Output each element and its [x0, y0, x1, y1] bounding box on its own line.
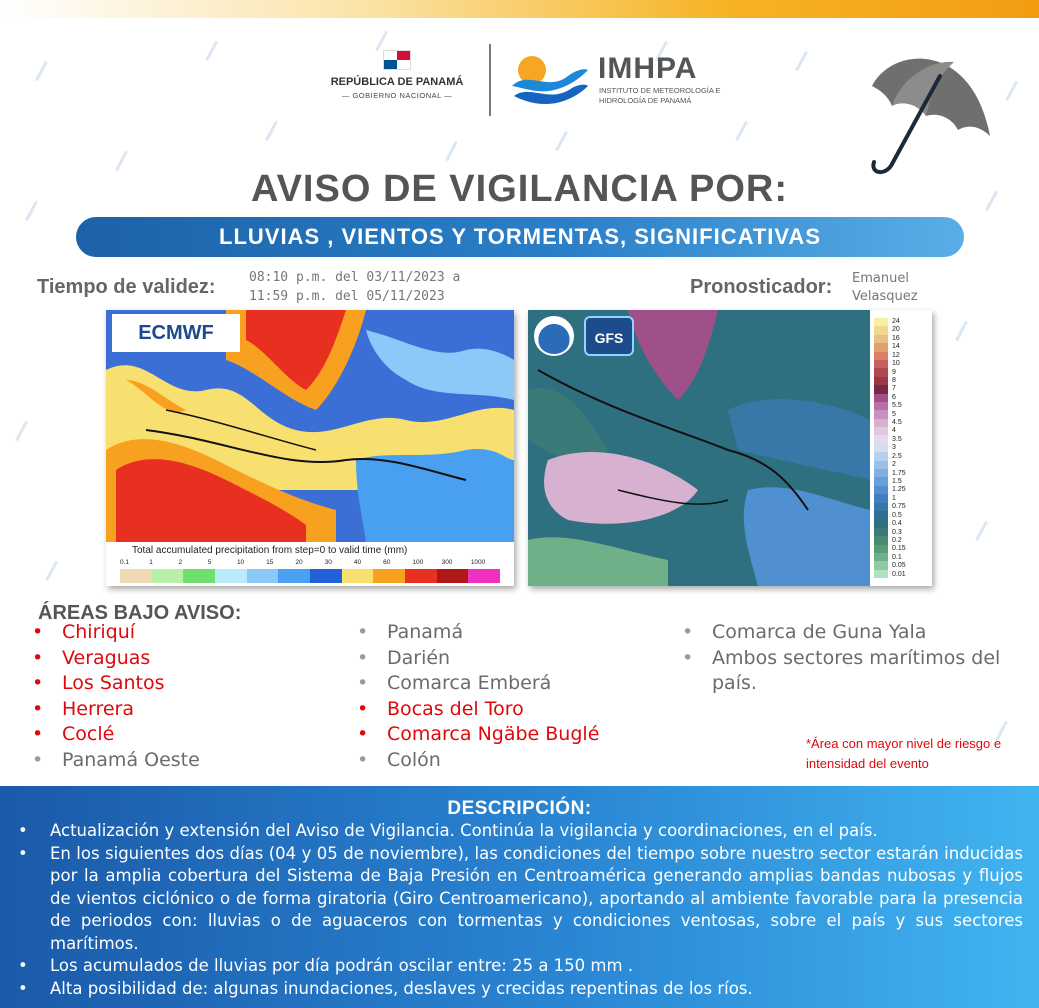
gfs-scale-label: 24 [892, 318, 900, 325]
gfs-color-scale [870, 310, 932, 586]
gfs-scale-swatch [874, 318, 888, 326]
ecmwf-precipitation-map [106, 310, 514, 586]
gfs-scale-swatch [874, 461, 888, 469]
gfs-scale-label: 0.5 [892, 511, 902, 519]
gfs-scale-swatch [874, 435, 888, 443]
gfs-scale-label: 1.75 [892, 469, 906, 477]
gfs-scale-swatch [874, 452, 888, 460]
imhpa-logo-icon [510, 52, 590, 108]
areas-column-3 [682, 620, 1012, 697]
gfs-scale-label: 2 [892, 461, 896, 469]
area-item: • Panamá Oeste [32, 748, 200, 774]
validity-end: 11:59 p.m. del 05/11/2023 [249, 289, 445, 304]
gfs-scale-label: 0.75 [892, 503, 906, 511]
gfs-scale-swatch [874, 377, 888, 385]
umbrella-icon [862, 46, 996, 186]
validity-start: 08:10 p.m. del 03/11/2023 a [249, 270, 461, 285]
area-item: • Darién [357, 646, 599, 672]
gfs-scale-label: 5 [892, 410, 896, 418]
ecmwf-legend-swatch [152, 569, 184, 583]
ecmwf-legend-tick: 60 [383, 559, 391, 566]
government-title: REPÚBLICA DE PANAMÁ [330, 76, 464, 88]
ecmwf-legend-swatch [468, 569, 500, 583]
gfs-scale-swatch [874, 368, 888, 376]
gfs-scale-label: 3 [892, 444, 896, 452]
validity-dates [249, 268, 460, 306]
description-item: • Alta posibilidad de: algunas inundaciones, deslaves y crecidas repentinas de los ríos. [18, 978, 1023, 1001]
gfs-precipitation-map [528, 310, 932, 586]
ecmwf-legend-tick: 10 [236, 559, 245, 566]
gfs-scale-label: 1 [892, 494, 896, 502]
top-accent-bar [0, 0, 1039, 18]
gfs-scale-swatch [874, 326, 888, 334]
gfs-scale-swatch [874, 335, 888, 343]
description-list [18, 820, 1023, 1000]
ecmwf-legend-tick: 20 [295, 559, 303, 566]
ecmwf-legend-colors [120, 569, 500, 583]
gfs-scale-swatch [874, 570, 888, 578]
gfs-scale-label: 3.5 [892, 435, 902, 443]
gfs-scale-label: 0.15 [892, 545, 906, 553]
noaa-logo-icon [534, 316, 574, 356]
gfs-scale-swatch [874, 410, 888, 418]
forecaster-label: Pronosticador: [690, 276, 833, 298]
gfs-scale-label: 0.05 [892, 562, 906, 570]
ecmwf-legend-swatch [310, 569, 342, 583]
area-item: • Comarca de Guna Yala [682, 620, 1012, 646]
gfs-scale-label: 12 [892, 351, 900, 359]
ecmwf-legend-swatch [215, 569, 247, 583]
ecmwf-legend-tick: 40 [353, 559, 362, 566]
gfs-scale-label: 5.5 [892, 402, 902, 410]
area-item: • Veraguas [32, 646, 200, 672]
area-item: • Colón [357, 748, 599, 774]
areas-column-2 [357, 620, 599, 773]
ecmwf-legend-tick: 1000 [470, 559, 486, 566]
gfs-scale-swatch [874, 402, 888, 410]
validity-label: Tiempo de validez: [37, 276, 216, 298]
gfs-scale-swatch [874, 545, 888, 553]
gfs-scale-label: 0.01 [892, 570, 906, 578]
agency-name: IMHPA [598, 52, 698, 85]
gfs-scale-label: 1.5 [892, 478, 902, 486]
gfs-scale-swatch [874, 511, 888, 519]
gfs-scale-label: 16 [892, 334, 900, 342]
area-item: • Comarca Emberá [357, 671, 599, 697]
area-item: • Coclé [32, 722, 200, 748]
gfs-scale-labels [892, 318, 906, 578]
ecmwf-legend-tick: 100 [412, 559, 424, 566]
government-subtitle: — GOBIERNO NACIONAL — [341, 91, 453, 100]
gfs-scale-label: 0.1 [892, 553, 902, 561]
gfs-scale-label: 2.5 [892, 452, 902, 460]
ecmwf-legend-caption: Total accumulated precipitation from step=0 to valid time (mm) [132, 545, 408, 556]
description-item: • Los acumulados de lluvias por día podrán oscilar entre: 25 a 150 mm . [18, 955, 1023, 978]
ecmwf-legend-tick: 300 [441, 559, 453, 566]
gfs-scale-swatch [874, 561, 888, 569]
gfs-scale-swatch [874, 352, 888, 360]
risk-note: *Área con mayor nivel de riesgo e intensidad del evento [806, 736, 1002, 771]
ecmwf-legend-tick: 1 [149, 559, 153, 566]
area-item: • Panamá [357, 620, 599, 646]
panama-flag-icon [383, 50, 411, 70]
gfs-scale-swatch [874, 444, 888, 452]
area-item: • Comarca Ngäbe Buglé [357, 722, 599, 748]
gfs-scale-swatch [874, 385, 888, 393]
gfs-scale-label: 4.5 [892, 419, 902, 427]
description-item: • En los siguientes dos días (04 y 05 de noviembre), las condiciones del tiempo sobre nuestro sector estarán inducidas por la amplia cobertura del Sistema de Baja Presión en Centroamérica generando amplias bandas nubosas y flujos de vientos ciclónico o de forma giratoria (Giro Centroamericano), aportando al ambiente favorable para la presencia de periodos con: lluvias o de aguaceros con tormentas y condiciones ventosas, sobre el país y sus sectores marítimos. [18, 843, 1023, 956]
ecmwf-legend-swatch [342, 569, 374, 583]
alert-banner: LLUVIAS , VIENTOS Y TORMENTAS, SIGNIFICATIVAS [76, 217, 964, 257]
ecmwf-legend-tick: 15 [266, 559, 274, 566]
ecmwf-legend-tick: 2 [178, 559, 183, 566]
description-item: • Actualización y extensión del Aviso de Vigilancia. Continúa la vigilancia y coordinaciones, en el país. [18, 820, 1023, 843]
gfs-scale-label: 10 [892, 360, 900, 368]
gfs-scale-label: 4 [892, 427, 896, 435]
gfs-scale-label: 0.3 [892, 528, 902, 536]
gfs-scale-label: 9 [892, 368, 896, 376]
areas-column-1 [32, 620, 200, 773]
gfs-logo: GFS [584, 316, 634, 356]
gfs-scale-swatch [874, 477, 888, 485]
ecmwf-logo: ECMWF [112, 314, 240, 352]
gfs-scale-swatch [874, 486, 888, 494]
ecmwf-legend-swatch [373, 569, 405, 583]
ecmwf-legend-swatch [278, 569, 310, 583]
description-title: DESCRIPCIÓN: [447, 798, 592, 819]
gfs-scale-label: 6 [892, 393, 896, 401]
ecmwf-legend-ticks [120, 559, 500, 566]
area-item: • Ambos sectores marítimos del país. [682, 646, 1012, 697]
gfs-scale-swatch [874, 553, 888, 561]
gfs-scale-swatch [874, 360, 888, 368]
ecmwf-legend-tick: 0.1 [120, 559, 130, 566]
ecmwf-legend-tick: 30 [324, 559, 332, 566]
gfs-scale-swatch [874, 503, 888, 511]
area-item: • Los Santos [32, 671, 200, 697]
gfs-scale-swatch [874, 419, 888, 427]
areas-title: ÁREAS BAJO AVISO: [38, 602, 242, 624]
gfs-map-image [528, 310, 870, 586]
gfs-scale-swatch [874, 343, 888, 351]
gfs-scale-swatch [874, 427, 888, 435]
gfs-scale-swatch [874, 519, 888, 527]
ecmwf-legend-swatch [247, 569, 279, 583]
agency-subtitle: INSTITUTO DE METEOROLOGÍA E HIDROLOGÍA DE PANAMÁ [599, 86, 721, 105]
gfs-scale-label: 8 [892, 376, 896, 384]
area-item: • Chiriquí [32, 620, 200, 646]
gfs-scale-label: 1.25 [892, 486, 906, 494]
page-title: AVISO DE VIGILANCIA POR: [250, 168, 789, 210]
ecmwf-legend-swatch [405, 569, 437, 583]
area-item: • Bocas del Toro [357, 697, 599, 723]
header-divider [489, 44, 491, 116]
gfs-scale-swatch [874, 394, 888, 402]
forecaster-name: Emanuel Velasquez [852, 271, 918, 304]
gfs-scale-label: 20 [892, 326, 900, 334]
gfs-scale-label: 0.4 [892, 520, 902, 528]
ecmwf-legend-swatch [120, 569, 152, 583]
gfs-scale-swatch [874, 528, 888, 536]
gfs-scale-bar [874, 318, 888, 578]
gfs-scale-label: 14 [892, 343, 900, 351]
gfs-scale-swatch [874, 536, 888, 544]
area-item: • Herrera [32, 697, 200, 723]
gfs-scale-swatch [874, 469, 888, 477]
ecmwf-legend [106, 542, 514, 586]
ecmwf-legend-swatch [183, 569, 215, 583]
ecmwf-legend-tick: 5 [207, 559, 212, 566]
gfs-scale-label: 7 [892, 385, 896, 393]
gfs-scale-swatch [874, 494, 888, 502]
ecmwf-legend-swatch [437, 569, 469, 583]
government-logo [322, 50, 472, 100]
description-panel [0, 786, 1039, 1008]
gfs-scale-label: 0.2 [892, 536, 902, 544]
